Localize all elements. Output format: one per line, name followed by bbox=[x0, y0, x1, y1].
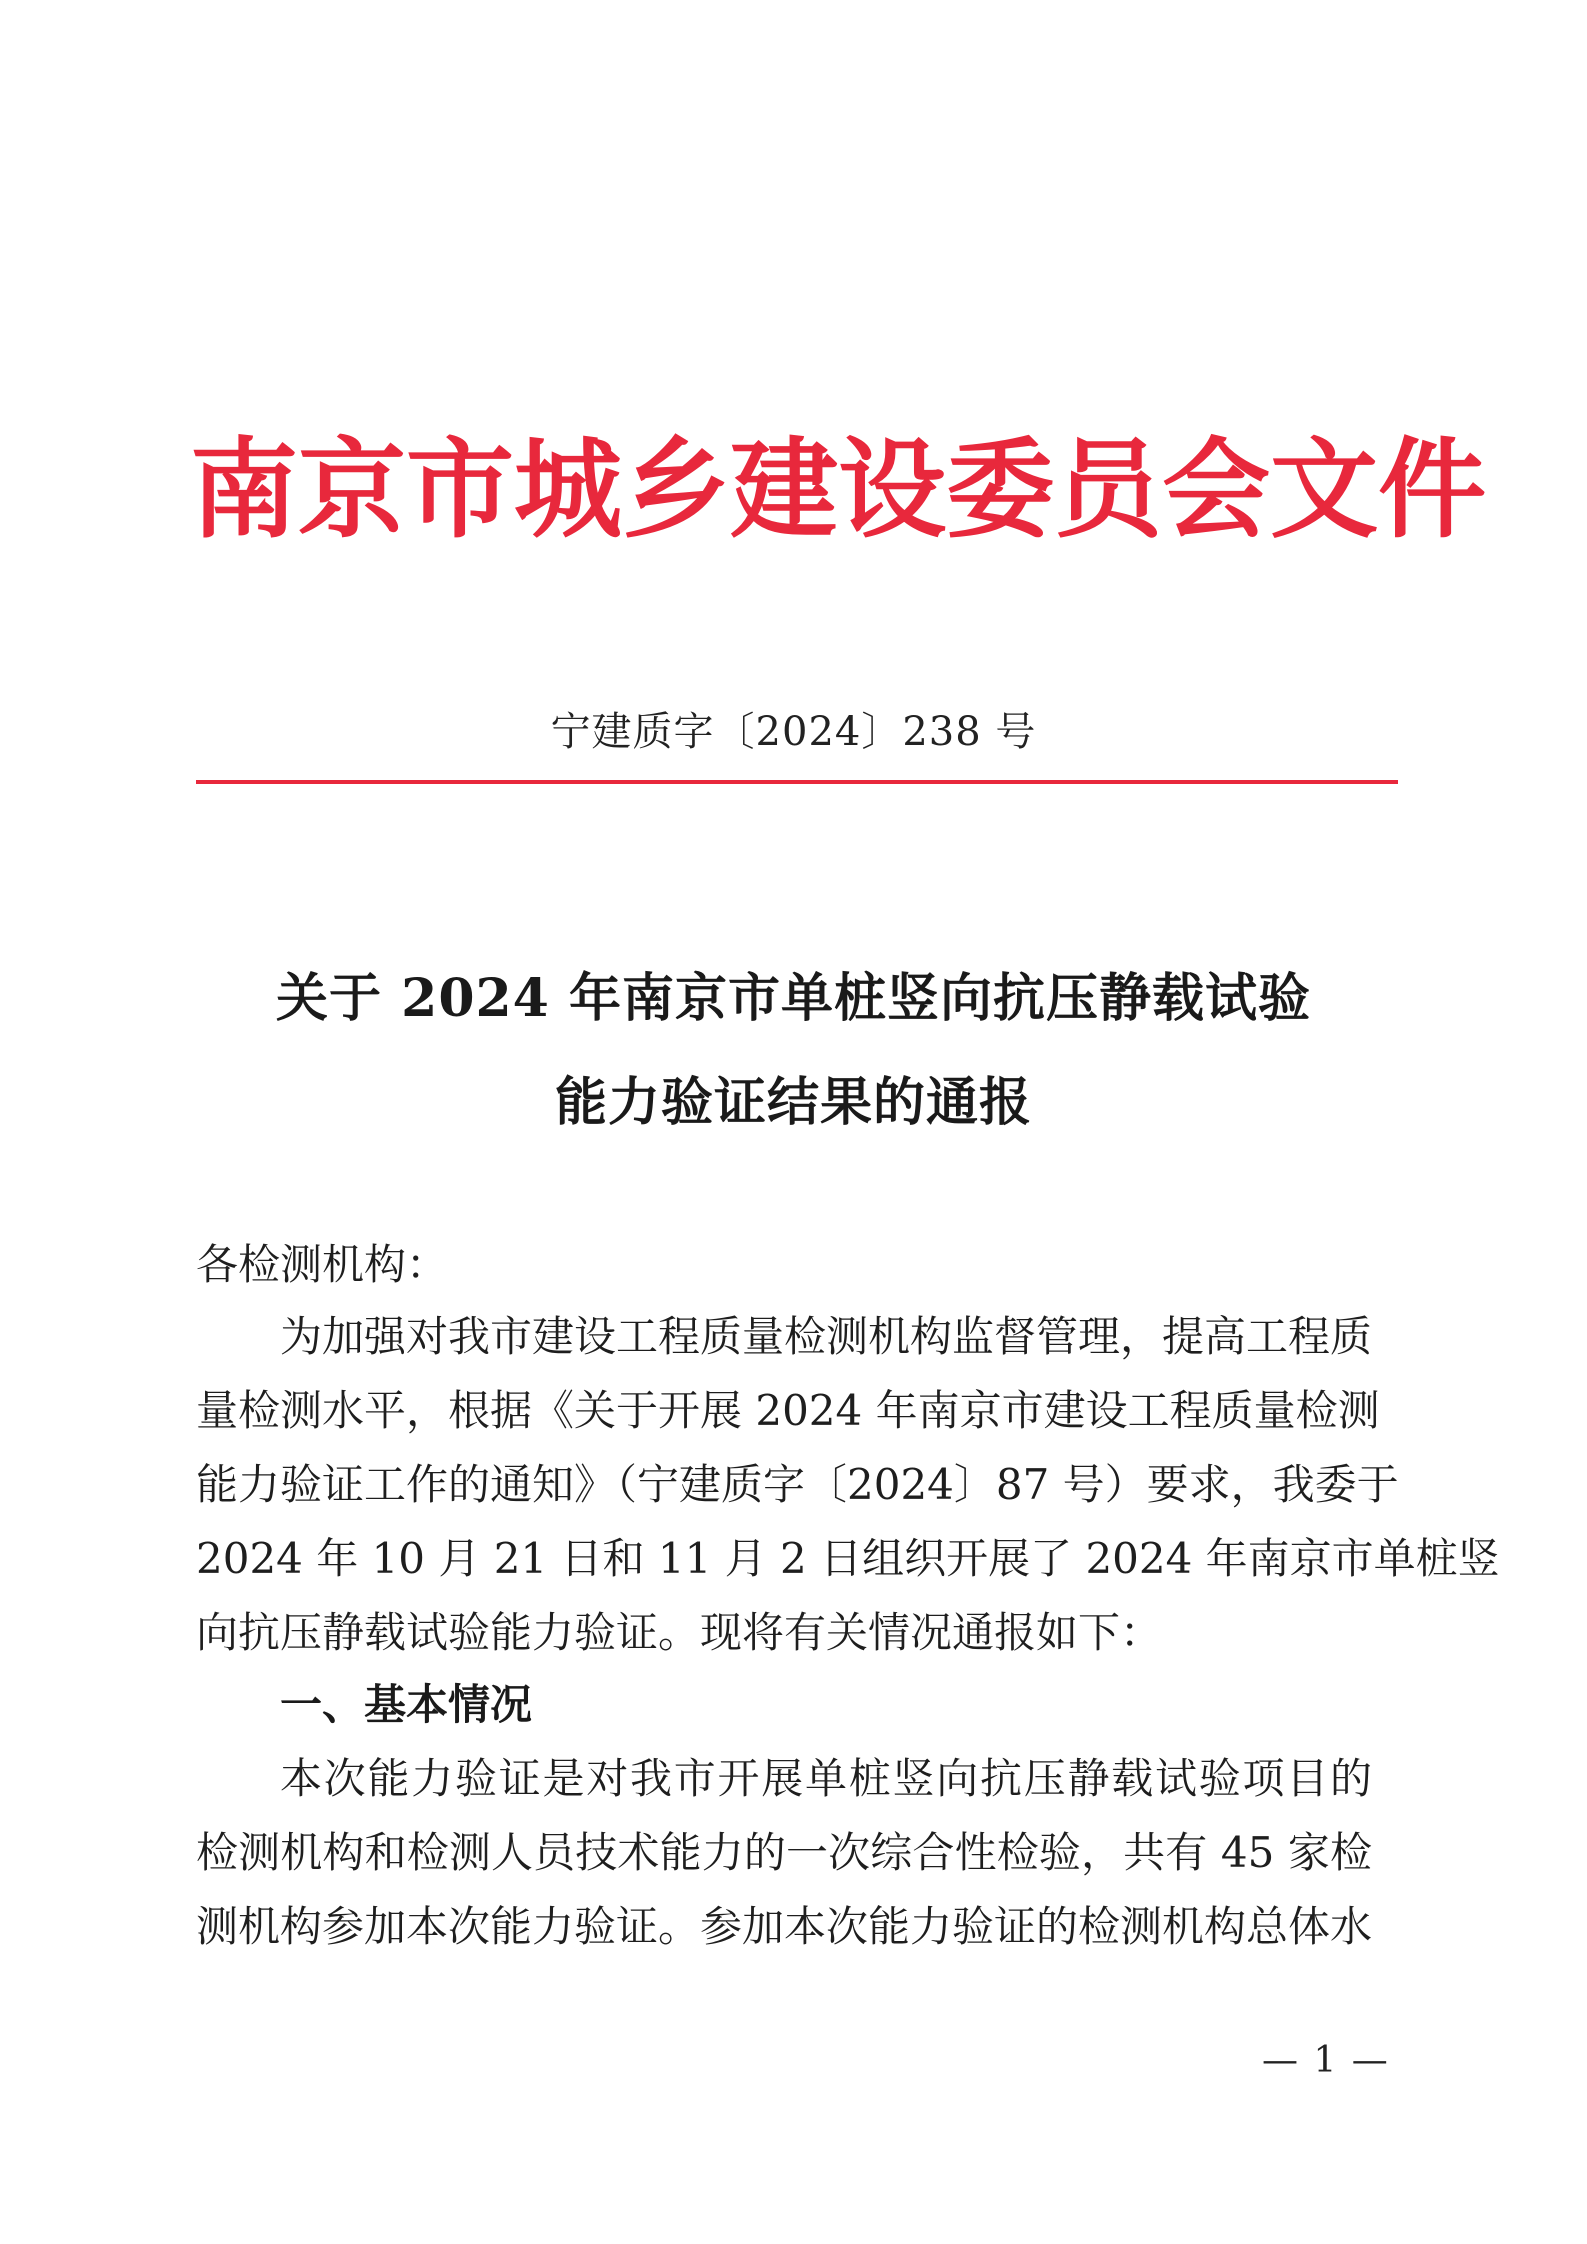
paragraph-line: 量检测水平，根据《关于开展 2024 年南京市建设工程质量检测 bbox=[196, 1386, 1380, 1435]
issuer-char: 会 bbox=[1162, 427, 1271, 553]
paragraph-line: 本次能力验证是对我市开展单桩竖向抗压静载试验项目的 bbox=[280, 1754, 1372, 1803]
salutation: 各检测机构： bbox=[196, 1240, 449, 1289]
issuer-char: 乡 bbox=[622, 427, 731, 553]
section-heading: 一、基本情况 bbox=[280, 1680, 533, 1729]
paragraph-line: 2024 年 10 月 21 日和 11 月 2 日组织开展了 2024 年南京市单桩竖 bbox=[196, 1534, 1500, 1583]
issuer-header bbox=[190, 415, 1487, 565]
subject-title-line-2: 能力验证结果的通报 bbox=[554, 1072, 1032, 1133]
subject-title-line-1: 关于 2024 年南京市单桩竖向抗压静载试验 bbox=[276, 968, 1311, 1029]
issuer-char: 文 bbox=[1270, 427, 1379, 553]
paragraph-line: 为加强对我市建设工程质量检测机构监督管理，提高工程质 bbox=[280, 1312, 1373, 1361]
paragraph-line: 检测机构和检测人员技术能力的一次综合性检验，共有 45 家检 bbox=[196, 1828, 1372, 1877]
issuer-char: 委 bbox=[946, 427, 1055, 553]
issuer-char: 件 bbox=[1378, 427, 1487, 553]
issuer-char: 设 bbox=[838, 427, 947, 553]
issuer-char: 市 bbox=[406, 427, 515, 553]
document-number: 宁建质字〔2024〕238 号 bbox=[550, 709, 1037, 755]
issuer-char: 南 bbox=[190, 427, 299, 553]
paragraph-line: 测机构参加本次能力验证。参加本次能力验证的检测机构总体水 bbox=[196, 1902, 1373, 1951]
red-divider bbox=[196, 780, 1398, 784]
issuer-char: 城 bbox=[514, 427, 623, 553]
issuer-char: 员 bbox=[1054, 427, 1163, 553]
paragraph-line: 向抗压静载试验能力验证。现将有关情况通报如下： bbox=[196, 1608, 1163, 1657]
paragraph-line: 能力验证工作的通知》（宁建质字〔2024〕87 号）要求，我委于 bbox=[196, 1460, 1399, 1509]
issuer-char: 京 bbox=[298, 427, 407, 553]
issuer-char: 建 bbox=[730, 427, 839, 553]
page-number: — 1 — bbox=[1262, 2040, 1390, 2081]
